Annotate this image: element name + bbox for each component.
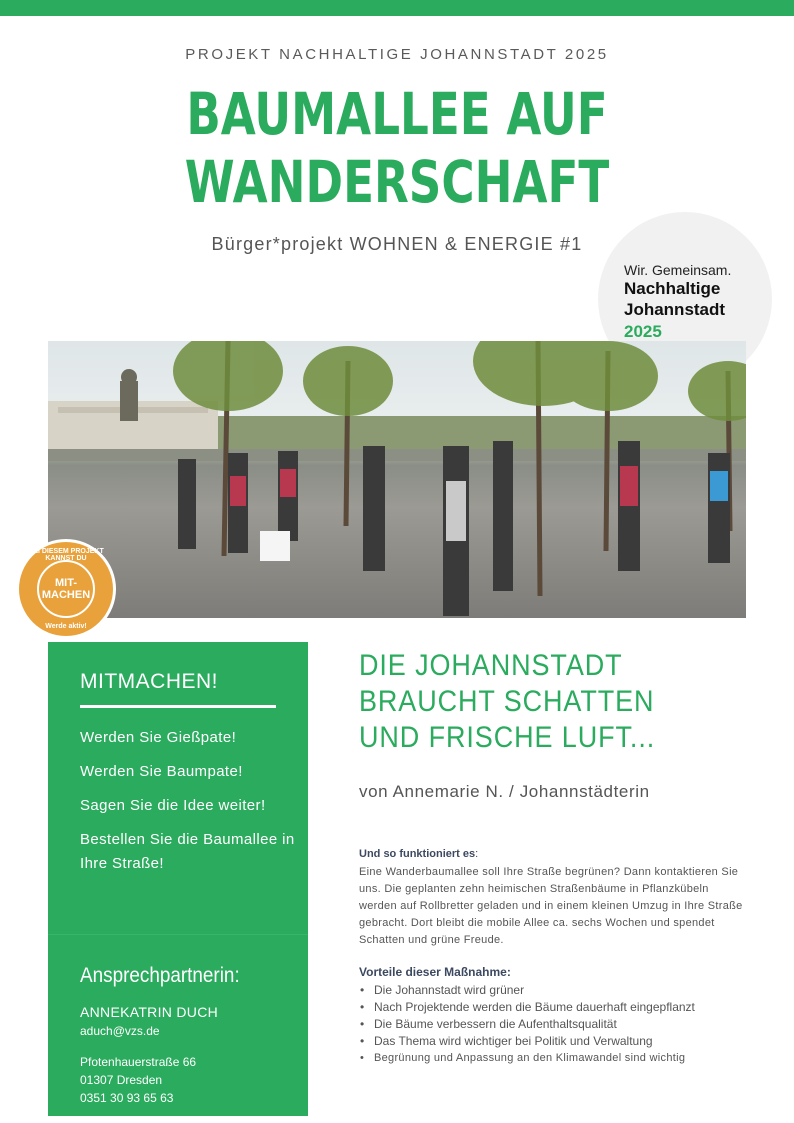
list-item: • Das Thema wird wichtiger bei Politik und Verwaltung <box>359 1033 759 1050</box>
contact-heading: Ansprechpartnerin: <box>80 964 240 987</box>
street-photo-illustration <box>48 341 746 618</box>
sidebar-heading: MITMACHEN! <box>80 670 218 693</box>
sidebar-section-separator <box>48 934 308 935</box>
title-line-2: WANDERSCHAFT <box>184 148 610 216</box>
badge-name <box>624 278 725 320</box>
sidebar-item: Werden Sie Baumpate! <box>80 763 243 780</box>
page-subtitle: Bürger*projekt WOHNEN & ENERGIE #1 <box>211 234 583 254</box>
advantages-list <box>359 982 759 1067</box>
sidebar-item: Sagen Sie die Idee weiter! <box>80 797 266 814</box>
address-street: Pfotenhauerstraße 66 <box>80 1055 197 1069</box>
address-city: 01307 Dresden <box>80 1073 163 1087</box>
list-item: • Nach Projektende werden die Bäume dauerhaft eingepflanzt <box>359 999 759 1016</box>
badge-name-line-2: Johannstadt <box>624 300 726 319</box>
article-byline: von Annemarie N. / Johannstädterin <box>359 782 650 801</box>
stamp-ring-top-text: BEI DIESEM PROJEKT KANNST DU <box>28 548 104 562</box>
how-it-works-body: Eine Wanderbaumallee soll Ihre Straße begrünen? Dann kontaktieren Sie uns. Die geplanten zehn heimischen Straßenbäume in Pflanzkübeln werden auf Rollbretter geladen und in einem kleinen Umzug in Ihre Straße gebracht. Dort bleibt die mobile Allee ca. sechs Wochen und spendet Schatten und grüne Freude. <box>359 866 743 946</box>
contact-address <box>80 1053 196 1107</box>
how-heading-text: Und so funktioniert es <box>359 848 476 860</box>
project-kicker: PROJEKT NACHHALTIGE JOHANNSTADT 2025 <box>185 46 609 63</box>
list-item: • Die Johannstadt wird grüner <box>359 982 759 999</box>
stamp-ring-bottom-text: Werde aktiv! <box>45 623 87 630</box>
badge-name-line-1: Nachhaltige <box>624 279 721 298</box>
sidebar-action-list <box>80 726 295 886</box>
stamp-center-text: MIT- MACHEN <box>41 577 91 601</box>
street-photo <box>48 341 746 618</box>
page-title <box>87 80 706 216</box>
sidebar-panel <box>48 642 308 1116</box>
title-line-1: BAUMALLEE AUF <box>186 80 608 148</box>
address-phone[interactable]: 0351 30 93 65 63 <box>80 1091 174 1105</box>
advantages-heading: Vorteile dieser Maßnahme: <box>359 965 511 979</box>
badge-tagline: Wir. Gemeinsam. <box>624 262 732 278</box>
top-accent-bar <box>0 0 794 16</box>
list-item: • Begrünung und Anpassung an den Klimawandel sind wichtig <box>359 1050 759 1067</box>
participation-stamp <box>16 539 116 639</box>
contact-email[interactable]: aduch@vzs.de <box>80 1024 160 1038</box>
how-it-works-heading <box>359 848 478 860</box>
sidebar-item: Werden Sie Gießpate! <box>80 729 237 746</box>
how-heading-colon: : <box>475 848 479 860</box>
sidebar-divider <box>80 705 276 708</box>
article-headline: DIE JOHANNSTADT BRAUCHT SCHATTEN UND FRISCHE LUFT... <box>359 649 656 754</box>
sidebar-item: Bestellen Sie die Baumallee in Ihre Straße! <box>80 831 295 872</box>
badge-year: 2025 <box>624 322 662 341</box>
list-item: • Die Bäume verbessern die Aufenthaltsqualität <box>359 1016 759 1033</box>
stamp-center <box>37 560 95 618</box>
contact-name: ANNEKATRIN DUCH <box>80 1004 219 1020</box>
